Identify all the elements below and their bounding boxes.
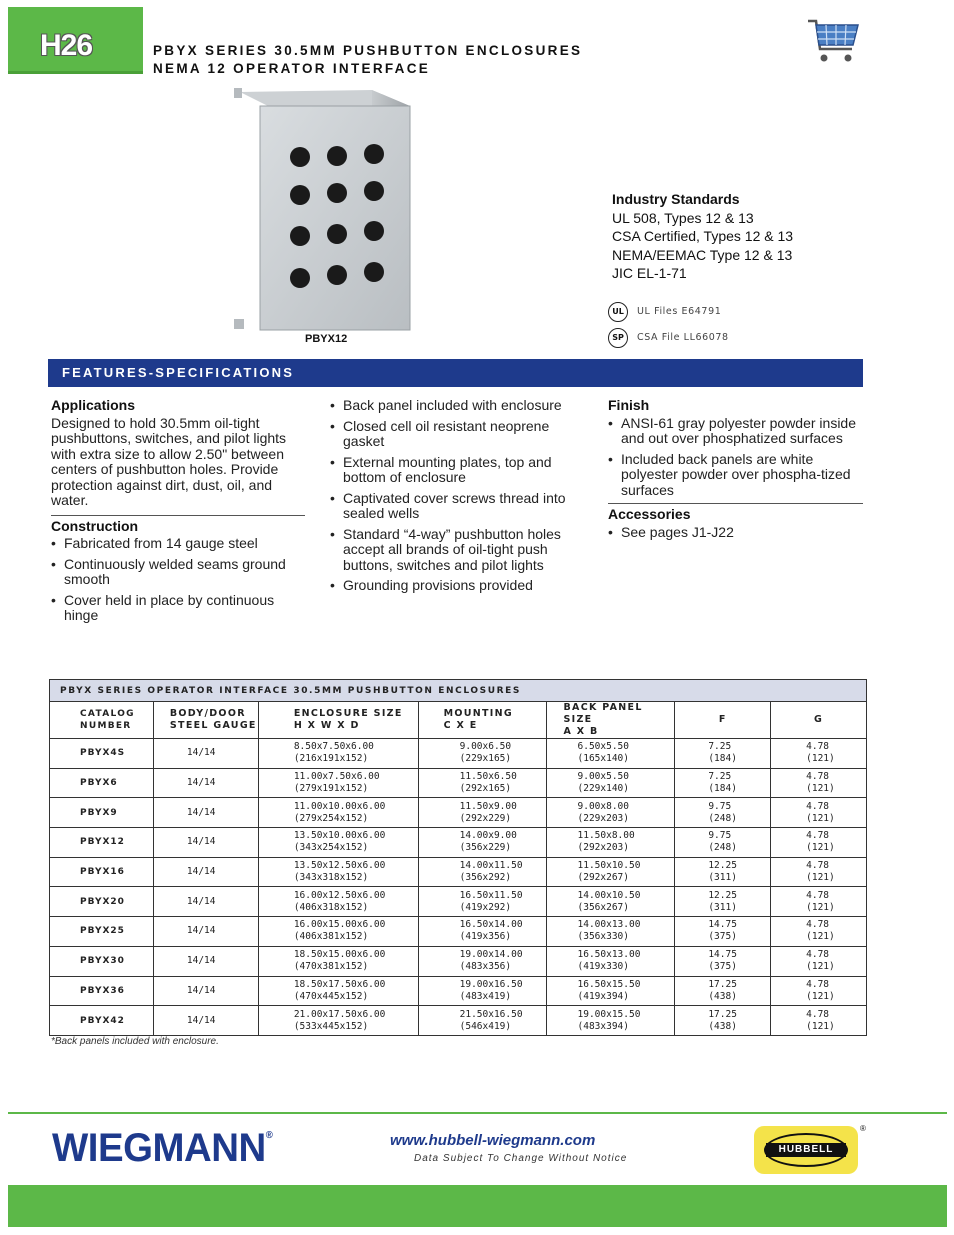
header-steel-gauge: BODY/DOOR STEEL GAUGE [153, 702, 258, 739]
footer-bar [8, 1185, 947, 1227]
back-panel-size-cell: 14.00x13.00 (356x330) [546, 917, 675, 947]
construction-item: • Closed cell oil resistant neoprene gasket [330, 419, 590, 450]
enclosure-size-cell: 11.00x10.00x6.00 (279x254x152) [258, 798, 418, 828]
catalog-number-cell: PBYX4S [50, 739, 154, 769]
construction-item: • Fabricated from 14 gauge steel [51, 536, 305, 552]
footer-divider [8, 1112, 947, 1114]
catalog-number-cell: PBYX42 [50, 1006, 154, 1036]
back-panel-size-cell: 6.50x5.50 (165x140) [546, 739, 675, 769]
standard-item: JIC EL-1-71 [612, 265, 687, 281]
mounting-cell: 11.50x6.50 (292x165) [418, 768, 546, 798]
dimension-f-cell: 9.75 (248) [675, 828, 771, 858]
dimension-f-cell: 7.25 (184) [675, 739, 771, 769]
csa-file-number: CSA File LL66078 [637, 332, 729, 343]
mounting-cell: 14.00x11.50 (356x292) [418, 857, 546, 887]
dimension-g-cell: 4.78 (121) [771, 768, 867, 798]
steel-gauge-cell: 14/14 [153, 739, 258, 769]
header-f: F [675, 702, 771, 739]
table-footnote: *Back panels included with enclosure. [51, 1036, 219, 1047]
hubbell-logo [754, 1124, 866, 1174]
catalog-number-cell: PBYX9 [50, 798, 154, 828]
back-panel-size-cell: 9.00x8.00 (229x203) [546, 798, 675, 828]
construction-list [51, 536, 305, 624]
steel-gauge-cell: 14/14 [153, 768, 258, 798]
dimension-g-cell: 4.78 (121) [771, 946, 867, 976]
steel-gauge-cell: 14/14 [153, 798, 258, 828]
table-row [50, 857, 867, 887]
dimension-g-cell: 4.78 (121) [771, 798, 867, 828]
standard-item: UL 508, Types 12 & 13 [612, 209, 754, 226]
applications-heading: Applications [51, 397, 136, 413]
steel-gauge-cell: 14/14 [153, 887, 258, 917]
enclosure-size-cell: 16.00x12.50x6.00 (406x318x152) [258, 887, 418, 917]
features-column-1 [51, 398, 305, 629]
construction-item: • Continuously welded seams ground smooth [51, 557, 305, 588]
disclaimer: Data Subject To Change Without Notice [414, 1153, 628, 1164]
features-column-2 [330, 398, 590, 599]
construction-item: • External mounting plates, top and bottom of enclosure [330, 455, 590, 486]
header-mounting: MOUNTING C X E [418, 702, 546, 739]
divider [51, 515, 305, 516]
enclosure-size-cell: 13.50x12.50x6.00 (343x318x152) [258, 857, 418, 887]
mounting-cell: 16.50x11.50 (419x292) [418, 887, 546, 917]
steel-gauge-cell: 14/14 [153, 857, 258, 887]
mounting-cell: 19.00x14.00 (483x356) [418, 946, 546, 976]
enclosure-size-cell: 18.50x17.50x6.00 (470x445x152) [258, 976, 418, 1006]
enclosure-size-cell: 16.00x15.00x6.00 (406x381x152) [258, 917, 418, 947]
header-catalog-number: CATALOG NUMBER [50, 702, 154, 739]
dimension-g-cell: 4.78 (121) [771, 739, 867, 769]
header-back-panel-size: BACK PANEL SIZE A X B [546, 702, 675, 739]
table-row [50, 917, 867, 947]
product-caption: PBYX12 [305, 333, 348, 345]
mounting-cell: 14.00x9.00 (356x229) [418, 828, 546, 858]
enclosure-size-cell: 11.00x7.50x6.00 (279x191x152) [258, 768, 418, 798]
features-specifications-bar [48, 359, 863, 387]
mounting-cell: 16.50x14.00 (419x356) [418, 917, 546, 947]
dimension-g-cell: 4.78 (121) [771, 917, 867, 947]
back-panel-size-cell: 11.50x8.00 (292x203) [546, 828, 675, 858]
mounting-cell: 19.00x16.50 (483x419) [418, 976, 546, 1006]
standard-item: NEMA/EEMAC Type 12 & 13 [612, 246, 793, 263]
enclosure-size-cell: 18.50x15.00x6.00 (470x381x152) [258, 946, 418, 976]
page-title [153, 42, 582, 78]
table-caption: PBYX SERIES OPERATOR INTERFACE 30.5MM PUSHBUTTON ENCLOSURES [50, 680, 867, 702]
back-panel-size-cell: 19.00x15.50 (483x394) [546, 1006, 675, 1036]
catalog-number-cell: PBYX16 [50, 857, 154, 887]
dimension-f-cell: 14.75 (375) [675, 917, 771, 947]
dimension-f-cell: 7.25 (184) [675, 768, 771, 798]
construction-item: • Cover held in place by continuous hinge [51, 593, 305, 624]
industry-standards [612, 190, 793, 283]
catalog-number-cell: PBYX12 [50, 828, 154, 858]
construction-item: • Grounding provisions provided [330, 578, 590, 594]
dimension-g-cell: 4.78 (121) [771, 828, 867, 858]
catalog-number-cell: PBYX36 [50, 976, 154, 1006]
enclosure-size-cell: 8.50x7.50x6.00 (216x191x152) [258, 739, 418, 769]
steel-gauge-cell: 14/14 [153, 946, 258, 976]
ul-file-number: UL Files E64791 [637, 306, 722, 317]
features-bar-label: FEATURES-SPECIFICATIONS [62, 365, 295, 380]
table-caption-row [50, 680, 867, 702]
accessories-list [608, 525, 863, 541]
ul-listing-mark-icon: UL [608, 302, 628, 322]
dimension-f-cell: 14.75 (375) [675, 946, 771, 976]
table-header-row [50, 702, 867, 739]
catalog-number-cell: PBYX6 [50, 768, 154, 798]
dimension-f-cell: 17.25 (438) [675, 976, 771, 1006]
dimension-g-cell: 4.78 (121) [771, 976, 867, 1006]
dimension-g-cell: 4.78 (121) [771, 887, 867, 917]
wiegmann-logo: WIEGMANN® [52, 1126, 273, 1170]
dimension-f-cell: 17.25 (438) [675, 1006, 771, 1036]
mounting-cell: 11.50x9.00 (292x229) [418, 798, 546, 828]
enclosure-product-image [232, 84, 432, 336]
table-row [50, 828, 867, 858]
header-g: G [771, 702, 867, 739]
page-tab [8, 7, 143, 74]
mounting-cell: 9.00x6.50 (229x165) [418, 739, 546, 769]
page-title-line-1: PBYX SERIES 30.5MM PUSHBUTTON ENCLOSURES [153, 43, 583, 58]
table-row [50, 768, 867, 798]
website-link[interactable]: www.hubbell-wiegmann.com [390, 1132, 596, 1149]
steel-gauge-cell: 14/14 [153, 917, 258, 947]
csa-certification-mark-icon: SP [608, 328, 628, 348]
standards-heading: Industry Standards [612, 191, 740, 207]
steel-gauge-cell: 14/14 [153, 976, 258, 1006]
divider [608, 503, 863, 504]
shopping-cart-icon[interactable] [806, 16, 862, 66]
table-row [50, 887, 867, 917]
back-panel-size-cell: 16.50x15.50 (419x394) [546, 976, 675, 1006]
hubbell-registered-mark: ® [860, 1124, 866, 1133]
dimension-f-cell: 9.75 (248) [675, 798, 771, 828]
finish-item: • ANSI-61 gray polyester powder inside and out over phosphatized surfaces [608, 416, 863, 447]
table-row [50, 739, 867, 769]
dimension-f-cell: 12.25 (311) [675, 857, 771, 887]
dimension-g-cell: 4.78 (121) [771, 857, 867, 887]
catalog-number-cell: PBYX30 [50, 946, 154, 976]
spec-table [49, 679, 867, 1036]
accessories-item: • See pages J1-J22 [608, 525, 863, 541]
table-row [50, 946, 867, 976]
table-row [50, 976, 867, 1006]
back-panel-size-cell: 14.00x10.50 (356x267) [546, 887, 675, 917]
construction-list-continued [330, 398, 590, 594]
hubbell-logo-word: HUBBELL [778, 1144, 834, 1155]
catalog-number-cell: PBYX25 [50, 917, 154, 947]
back-panel-size-cell: 16.50x13.00 (419x330) [546, 946, 675, 976]
page-code: H26 [40, 29, 93, 62]
features-column-3 [608, 398, 863, 545]
enclosure-size-cell: 13.50x10.00x6.00 (343x254x152) [258, 828, 418, 858]
applications-text: Designed to hold 30.5mm oil-tight pushbuttons, switches, and pilot lights with extra size to allow 2.50" between centers of pushbutton holes. Provide protection against dirt, dust, oil, and water. [51, 414, 287, 508]
enclosure-size-cell: 21.00x17.50x6.00 (533x445x152) [258, 1006, 418, 1036]
construction-item: • Standard “4-way” pushbutton holes accept all brands of oil-tight push buttons, switches and pilot lights [330, 527, 590, 574]
back-panel-size-cell: 11.50x10.50 (292x267) [546, 857, 675, 887]
mounting-cell: 21.50x16.50 (546x419) [418, 1006, 546, 1036]
construction-item: • Captivated cover screws thread into sealed wells [330, 491, 590, 522]
page-title-line-2: NEMA 12 OPERATOR INTERFACE [153, 61, 431, 76]
dimension-f-cell: 12.25 (311) [675, 887, 771, 917]
finish-list [608, 416, 863, 499]
back-panel-size-cell: 9.00x5.50 (229x140) [546, 768, 675, 798]
table-row [50, 1006, 867, 1036]
steel-gauge-cell: 14/14 [153, 1006, 258, 1036]
header-enclosure-size: ENCLOSURE SIZE H X W X D [258, 702, 418, 739]
steel-gauge-cell: 14/14 [153, 828, 258, 858]
dimension-g-cell: 4.78 (121) [771, 1006, 867, 1036]
standard-item: CSA Certified, Types 12 & 13 [612, 228, 794, 244]
accessories-heading: Accessories [608, 506, 691, 522]
construction-item: • Back panel included with enclosure [330, 398, 590, 414]
table-row [50, 798, 867, 828]
catalog-number-cell: PBYX20 [50, 887, 154, 917]
construction-heading: Construction [51, 517, 139, 534]
finish-item: • Included back panels are white polyester powder over phospha-tized surfaces [608, 452, 863, 499]
finish-heading: Finish [608, 397, 650, 413]
